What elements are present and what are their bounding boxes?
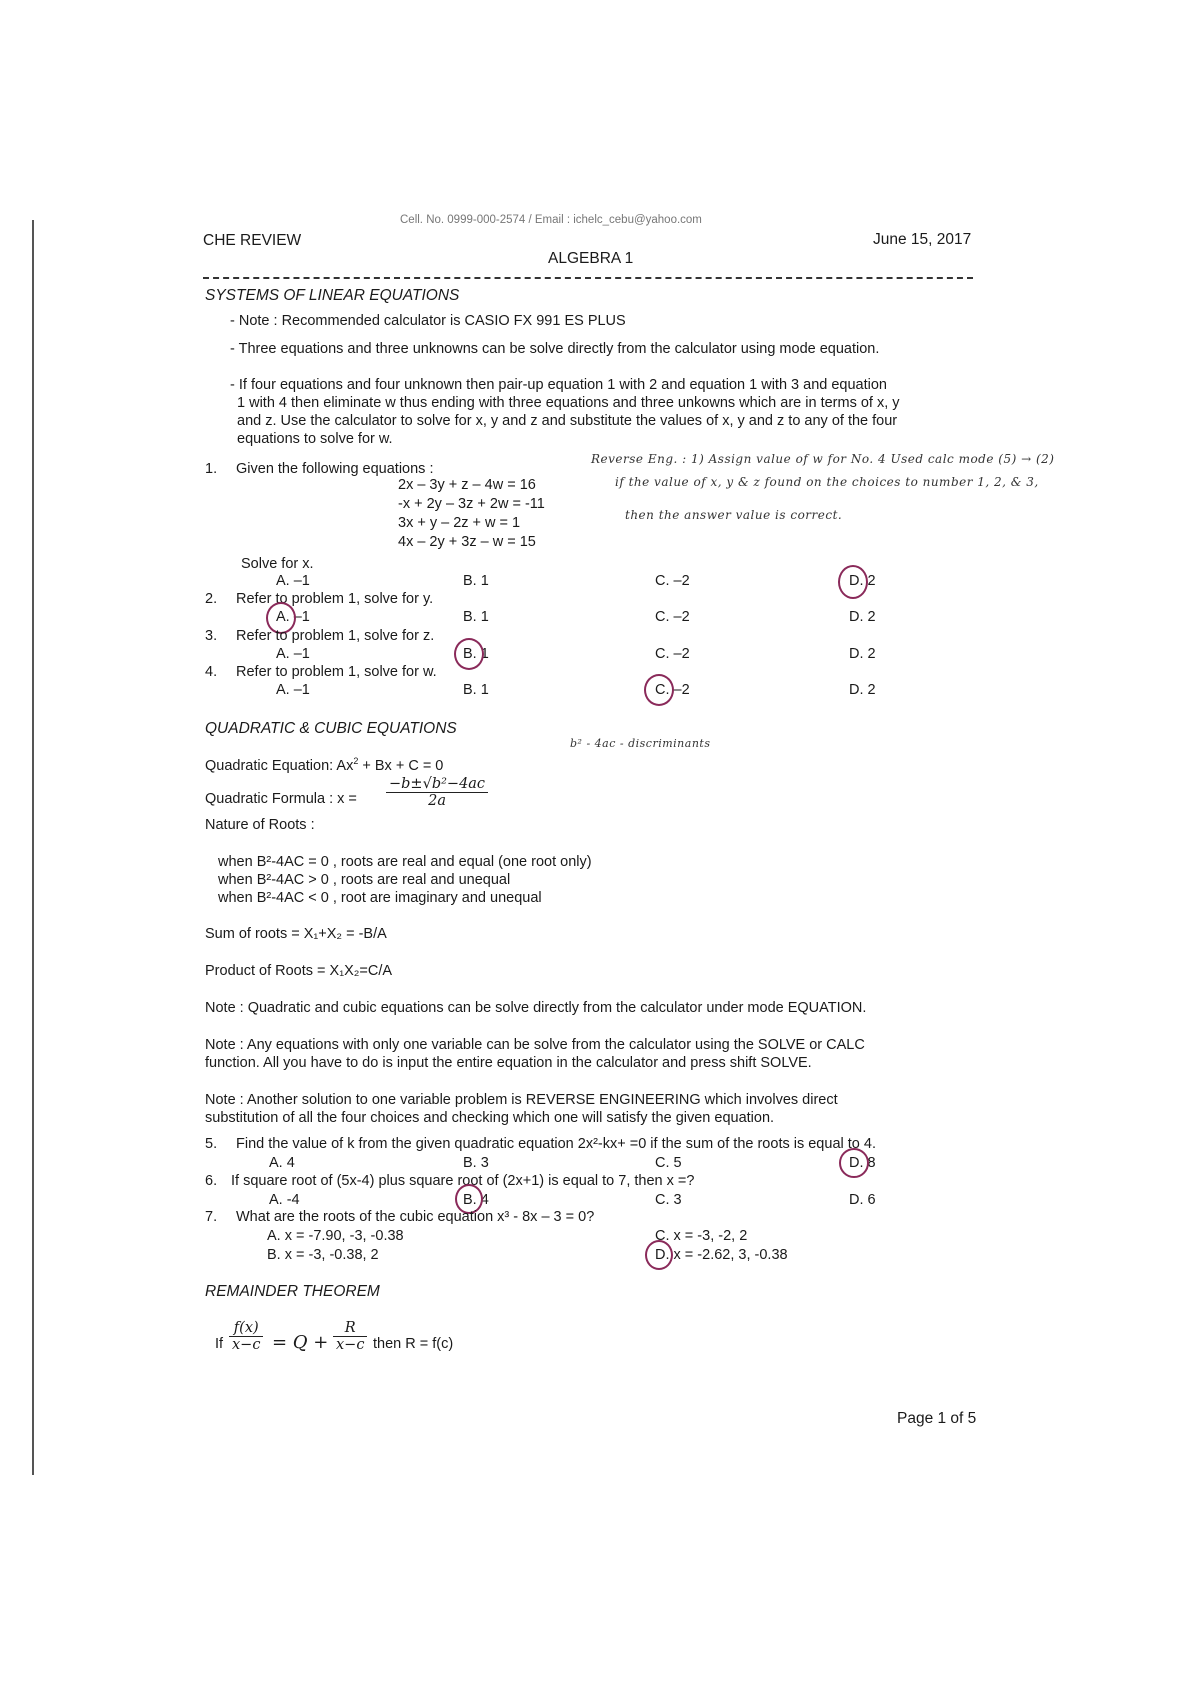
note-calculator: - Note : Recommended calculator is CASIO FX 991 ES PLUS	[230, 313, 626, 329]
equation-3: 3x + y – 2z + w = 1	[398, 515, 521, 531]
note-solve-calc-line2: function. All you have to do is input the entire equation in the calculator and press shift SOLVE.	[205, 1055, 812, 1071]
p1-choice-b: B. 1	[463, 573, 489, 589]
p1-choice-d: D. 2	[849, 573, 876, 589]
note-reverse-line1: Note : Another solution to one variable problem is REVERSE ENGINEERING which involves direct	[205, 1092, 838, 1108]
problem-4-text: Refer to problem 1, solve for w.	[236, 664, 437, 680]
p4-choice-d: D. 2	[849, 682, 876, 698]
p2-choice-d: D. 2	[849, 609, 876, 625]
product-of-roots: Product of Roots = X₁X₂=C/A	[205, 963, 393, 979]
note-mode-equation: Note : Quadratic and cubic equations can be solve directly from the calculator under mode EQUATION.	[205, 1000, 867, 1016]
p6-choice-b: B. 4	[463, 1192, 489, 1208]
p5-choice-d: D. 8	[849, 1155, 876, 1171]
problem-7-number: 7.	[205, 1209, 218, 1225]
equation-4: 4x – 2y + 3z – w = 15	[398, 534, 536, 550]
answer-circle-p5	[839, 1148, 869, 1178]
r-denominator: x−c	[336, 1337, 365, 1353]
p2-choice-b: B. 1	[463, 609, 489, 625]
remainder-fraction-r	[333, 1320, 367, 1353]
sum-of-roots: Sum of roots = X₁+X₂ = -B/A	[205, 926, 387, 942]
note-reverse-line2: substitution of all the four choices and checking which one will satisfy the given equation.	[205, 1110, 775, 1126]
p7-choice-d: D. x = -2.62, 3, -0.38	[655, 1247, 788, 1263]
problem-4-number: 4.	[205, 664, 218, 680]
p6-choice-d: D. 6	[849, 1192, 876, 1208]
systems-heading: SYSTEMS OF LINEAR EQUATIONS	[205, 287, 460, 304]
quadratic-heading: QUADRATIC & CUBIC EQUATIONS	[205, 720, 457, 737]
note-four-line1: - If four equations and four unknown then pair-up equation 1 with 2 and equation 1 with 3 and equation	[230, 377, 887, 393]
remainder-then: then R = f(c)	[373, 1336, 454, 1352]
p3-choice-d: D. 2	[849, 646, 876, 662]
answer-circle-p4	[644, 674, 674, 706]
header-left: CHE REVIEW	[203, 232, 302, 249]
nature-of-roots: Nature of Roots :	[205, 817, 315, 833]
handwritten-note-line1: Reverse Eng. : 1) Assign value of w for No. 4 Used calc mode (5) → (2)	[591, 452, 1055, 466]
f-numerator: f(x)	[229, 1320, 263, 1337]
problem-7-text: What are the roots of the cubic equation x³ - 8x – 3 = 0?	[236, 1209, 595, 1225]
formula-denominator: 2a	[428, 793, 446, 809]
r-numerator: R	[333, 1320, 367, 1337]
note-four-line2: 1 with 4 then eliminate w thus ending with three equations and three unkowns which are in terms of x, y	[237, 395, 900, 411]
formula-numerator: −b±√b²−4ac	[386, 776, 488, 793]
problem-3-text: Refer to problem 1, solve for z.	[236, 628, 435, 644]
formula-label: Quadratic Formula : x =	[205, 791, 357, 807]
quadratic-eq-rest: + Bx + C = 0	[358, 757, 444, 774]
handwritten-discriminant: b² - 4ac - discriminants	[570, 737, 711, 750]
p6-choice-a: A. -4	[269, 1192, 300, 1208]
contact-line: Cell. No. 0999-000-2574 / Email : ichelc_cebu@yahoo.com	[400, 214, 702, 226]
f-denominator: x−c	[232, 1337, 261, 1353]
p2-choice-a: A. –1	[276, 609, 310, 625]
remainder-if: If	[215, 1336, 224, 1352]
equation-1: 2x – 3y + z – 4w = 16	[398, 477, 536, 493]
p5-choice-c: C. 5	[655, 1155, 682, 1171]
quadratic-equation: Quadratic Equation: $Ax^2 + Bx + C = 0$	[205, 756, 444, 774]
handwritten-note-line2: if the value of x, y & z found on the choices to number 1, 2, & 3,	[615, 475, 1039, 489]
handwritten-note-line3: then the answer value is correct.	[625, 508, 843, 522]
header-subject: ALGEBRA 1	[548, 250, 634, 267]
p7-choice-c: C. x = -3, -2, 2	[655, 1228, 748, 1244]
answer-circle-p3	[454, 638, 484, 670]
p1-choice-a: A. –1	[276, 573, 310, 589]
problem-5-text: Find the value of k from the given quadratic equation 2x²-kx+ =0 if the sum of the roots is equal to 4.	[236, 1136, 876, 1152]
remainder-fraction-f	[229, 1320, 263, 1353]
p2-choice-c: C. –2	[655, 609, 690, 625]
header-date: June 15, 2017	[873, 231, 972, 248]
root-condition-positive: when B²-4AC > 0 , roots are real and unequal	[218, 872, 511, 888]
p5-choice-b: B. 3	[463, 1155, 489, 1171]
problem-6-text: If square root of (5x-4) plus square root of (2x+1) is equal to 7, then x =?	[231, 1173, 695, 1189]
p7-choice-a: A. x = -7.90, -3, -0.38	[267, 1228, 404, 1244]
problem-6-number: 6.	[205, 1173, 218, 1189]
quadratic-eq-label: Quadratic Equation: Ax	[205, 757, 354, 774]
p1-choice-c: C. –2	[655, 573, 690, 589]
problem-1-text: Given the following equations :	[236, 461, 434, 477]
note-three-unknowns: - Three equations and three unknowns can be solve directly from the calculator using mode equation.	[230, 341, 880, 357]
problem-2-text: Refer to problem 1, solve for y.	[236, 591, 434, 607]
problem-2-number: 2.	[205, 591, 218, 607]
problem-1-solve: Solve for x.	[241, 556, 314, 572]
root-condition-zero: when B²-4AC = 0 , roots are real and equal (one root only)	[218, 854, 592, 870]
problem-3-number: 3.	[205, 628, 218, 644]
problem-1-number: 1.	[205, 461, 218, 477]
root-condition-negative: when B²-4AC < 0 , root are imaginary and unequal	[218, 890, 542, 906]
p4-choice-a: A. –1	[276, 682, 310, 698]
problem-5-number: 5.	[205, 1136, 218, 1152]
page-number: Page 1 of 5	[897, 1410, 977, 1427]
scan-margin-line	[32, 220, 34, 1475]
remainder-equals-q: = Q +	[272, 1332, 329, 1353]
note-four-line3: and z. Use the calculator to solve for x, y and z and substitute the values of x, y and z to any of the four	[237, 413, 898, 429]
p7-choice-b: B. x = -3, -0.38, 2	[267, 1247, 379, 1263]
answer-circle-p1	[838, 565, 868, 599]
remainder-heading: REMAINDER THEOREM	[205, 1283, 380, 1300]
note-four-line4: equations to solve for w.	[237, 431, 393, 447]
note-solve-calc-line1: Note : Any equations with only one variable can be solve from the calculator using the SOLVE or CALC	[205, 1037, 865, 1053]
answer-circle-p7	[645, 1240, 673, 1270]
p3-choice-b: B. 1	[463, 646, 489, 662]
p3-choice-c: C. –2	[655, 646, 690, 662]
p4-choice-c: C. –2	[655, 682, 690, 698]
p6-choice-c: C. 3	[655, 1192, 682, 1208]
quadratic-formula-fraction	[386, 776, 488, 809]
equation-2: -x + 2y – 3z + 2w = -11	[398, 496, 545, 512]
header-divider	[203, 277, 973, 279]
p5-choice-a: A. 4	[269, 1155, 295, 1171]
p3-choice-a: A. –1	[276, 646, 310, 662]
p4-choice-b: B. 1	[463, 682, 489, 698]
